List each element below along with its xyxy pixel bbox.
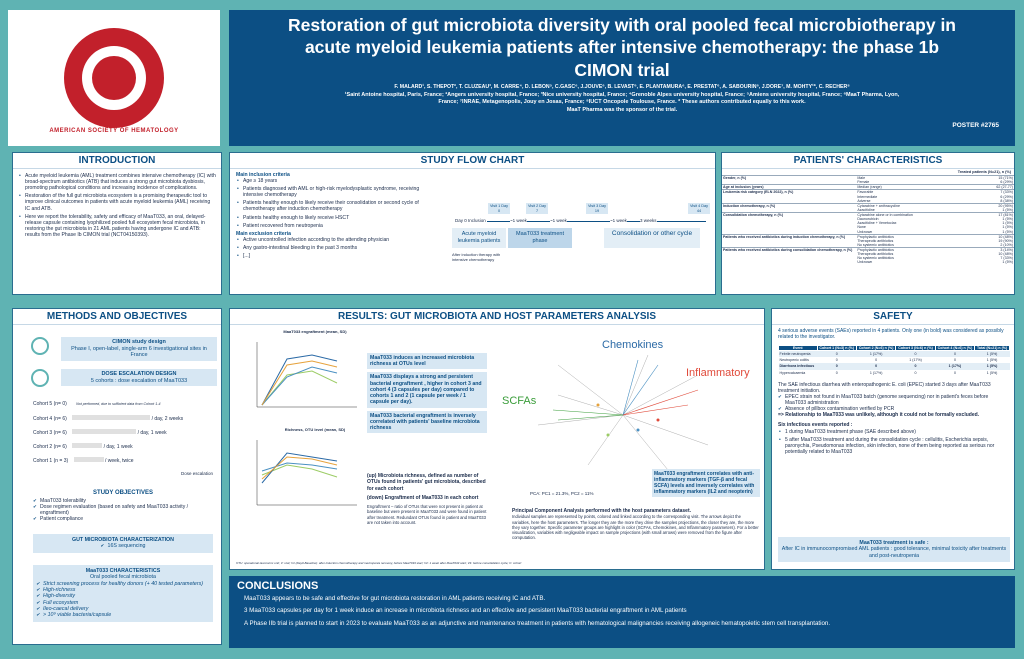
rich-cohort4	[262, 457, 337, 479]
maat-sub: Oral pooled fecal microbiota	[90, 574, 156, 581]
safety-cell: 1 (5%)	[986, 370, 998, 375]
safety-cell: 0	[875, 358, 878, 363]
infections-title: Six infectious events reported :	[778, 422, 853, 429]
timeline-step: 3 weeks	[640, 218, 657, 223]
patients-cell: Prophylactic antibiotics	[857, 248, 894, 252]
inclusion-item: • Age ≥ 18 years	[236, 178, 421, 184]
patients-cell: Consolidation chemotherapy, n (%)	[723, 213, 784, 217]
patients-cell: Median (range)	[857, 185, 882, 190]
patients-cell: Prophylactic antibiotics	[857, 234, 894, 239]
safety-cell: 1 (17%)	[909, 358, 922, 363]
safety-cell: Hypercalcaemia	[779, 370, 806, 375]
flow-note: After induction therapy with intensive chemotherapy	[452, 252, 501, 262]
safety-cell: 1 (5%)	[986, 358, 998, 363]
cohort-row: Cohort 1 (n = 3) / week, twice	[33, 458, 134, 464]
objectives-title: STUDY OBJECTIVES	[93, 490, 153, 496]
exclusion-item: • Any gastro-intestinal bleeding in the past 3 months	[236, 245, 421, 251]
intro-list	[13, 169, 221, 244]
safety-header-cell: Cohort 1 (N=3) n (%)	[817, 346, 856, 351]
pca-chart	[498, 335, 748, 485]
up-text: (up) Microbiota richness, defined as number of OTUs found in patients' gut microbiota, described for each cohort	[367, 473, 486, 492]
line-cohort1	[262, 371, 337, 405]
pca-caption: Individual samples are represented by points, colored and linked according to the corresponding visit. The arrows depict the variables, here the host parameters. The longer they are the more they drive the samples projections, the closer they are, the more they vary together. Specific parameter groups are highlight in color (SCFAs, Chemokines, and Inflammatory parameters). For a better visualization, variables with negligeable impact on sample projections (with small arrows) were removed from the figure after computation.	[512, 514, 759, 541]
infection-item: • 5 after MaaT033 treatment and during the consolidation cycle : cellulitis, Escherichia sepsis, paronychia, Pseudomonas infection, skin infection, none of them being reported as serious nor potentially related to MaaT033	[778, 437, 1008, 455]
safety-cell: 0	[835, 352, 838, 357]
inclusion-item: • Patients healthy enough to likely receive HSCT	[236, 215, 421, 221]
patients-cell: Azacitidine + Venetoclax	[857, 221, 897, 226]
safety-header-cell: Cohort 2 (N=6) n (%)	[856, 346, 895, 351]
timeline-step: ~1 week	[510, 218, 527, 223]
patients-cell: Male	[857, 176, 866, 180]
logo-panel	[8, 10, 220, 146]
safety-header-cell: Cohort 4 (N=6) n (%)	[935, 346, 974, 351]
richness-chart	[242, 435, 362, 515]
ash-logo-icon	[44, 13, 184, 143]
patients-cell: Gender, n (%)	[723, 176, 747, 180]
patients-cell: Intermediate	[857, 194, 878, 199]
patients-cell: Leukemia risk category (ELN 2022), n (%)	[723, 190, 794, 195]
safety-cell: 1 (5%)	[986, 364, 998, 369]
patients-cell: 6 (29%)	[1000, 194, 1013, 199]
patients-cell: 20 (95%)	[998, 203, 1013, 208]
methods-title: METHODS AND OBJECTIVES	[13, 309, 221, 325]
safe-box	[778, 537, 1010, 562]
patients-cell: 1 (5%)	[1002, 260, 1013, 265]
patients-cell: Unknown	[857, 229, 873, 234]
safety-cell: 1 (5%)	[986, 352, 998, 357]
inclusion-item: • Patient recovered from neutropenia	[236, 223, 421, 229]
patients-row	[722, 260, 1014, 264]
patients-cell: 3 (14%)	[1000, 248, 1013, 252]
down-text: (down) Engraftment of MaaT033 in each cohort	[367, 494, 479, 501]
dose-box	[61, 369, 217, 386]
patients-cell: Therapeutic antibiotics	[857, 252, 894, 257]
keybox-1: MaaT033 induces an increased microbiota richness at OTUs level	[367, 353, 487, 369]
safety-header-cell: Event	[779, 346, 818, 351]
design-title: CIMON study design	[112, 339, 166, 345]
pca-scfas-label: SCFAs	[502, 395, 537, 407]
safe-text: After IC in immunocompromised AML patients : good tolerance, minimal toxicity after treatments and post-neutropenia	[781, 546, 1007, 559]
safety-cell: 0	[875, 364, 878, 369]
safety-cell: 0	[914, 370, 917, 375]
engraft-def: Engraftment – ratio of OTUs that were not present in patient at baseline but were present in MaaT033 and were found in patient after treatment. Redundant OTUs found in patient and MaaT033 are not taken into account.	[367, 504, 487, 525]
patients-cell: Azacitidine	[857, 207, 875, 212]
patients-cell: 15 (71%)	[998, 176, 1013, 180]
conclusions-title: CONCLUSIONS	[237, 580, 319, 592]
epec-text: The SAE infectious diarrhea with enteropathogenic E. coli (EPEC) started 3 days after MaaT033 treatment initiation.	[778, 381, 991, 394]
patients-cell: 19 (90%)	[998, 238, 1013, 243]
patients-cell: 7 (33%)	[1000, 256, 1013, 261]
patients-cell: No systemic antibiotics	[857, 242, 894, 247]
patients-cell: Daunorubicin	[857, 217, 879, 222]
maat-item: ✔ High-richness	[36, 587, 210, 593]
safety-intro: 4 serious adverse events (SAEs) reported in 4 patients. Only one (in bold) was considered as possibly related to the investigator.	[778, 328, 1004, 340]
maat-item: ✔ Ileo-caecal delivery	[36, 606, 210, 612]
safety-cell: Neutropenic colitis	[779, 358, 809, 363]
maat-item: ✔ Full ecosystem	[36, 600, 210, 606]
patients-cell: 2 (10%)	[1000, 242, 1013, 247]
patients-cell: Cytarabine + anthracycline	[857, 203, 900, 208]
char-box	[33, 534, 213, 553]
epec-conclusion: => Relationship to MaaT033 was unlikely, although it could not be formally excluded.	[778, 412, 980, 419]
patients-cell: 1 (5%)	[1002, 207, 1013, 212]
safe-title: MaaT033 treatment is safe :	[859, 540, 929, 546]
patients-header: Treated patients (N=21), n (%)	[957, 170, 1011, 174]
maat-box	[33, 565, 213, 622]
pca-caption-title: Principal Component Analysis performed with the host parameters dataset.	[512, 508, 692, 514]
objective-item: ✔ MaaT033 tolerability	[33, 498, 213, 504]
patients-cell: Patients who received antibiotics during induction chemotherapy, n (%)	[723, 234, 846, 239]
intro-title: INTRODUCTION	[13, 153, 221, 169]
patients-cell: 1 (5%)	[1002, 217, 1013, 222]
safety-header-cell: Total (N=21) n (%)	[975, 346, 1010, 351]
timeline-step: ~1 week	[610, 218, 627, 223]
logo-text: AMERICAN SOCIETY OF HEMATOLOGY	[49, 128, 179, 134]
engraftment-chart	[242, 337, 362, 417]
poster-title: Restoration of gut microbiota diversity with oral pooled fecal microbiotherapy in acute myeloid leukemia patients after intensive chemotherapy: the phase 1b CIMON trial	[287, 15, 956, 80]
safety-cell: 1 (17%)	[869, 352, 883, 357]
cohort-list	[33, 401, 213, 476]
safety-cell: 1 (17%)	[948, 364, 962, 369]
intro-item: • Here we report the tolerability, safety and efficacy of MaaT033, an oral, delayed-release capsule containing lyophilized pooled full ecosystem fecal microbiota, in restoring the gut microbiota in 21 AML patients having undergone IC and ATB: results from the Phase Ib CIMON trial (NCT04150393).	[18, 214, 216, 238]
visit-1: Visit 1 Day 0	[489, 204, 509, 213]
char-item: ✔ 16S sequencing	[101, 543, 146, 549]
results-title: RESULTS: GUT MICROBIOTA AND HOST PARAMETERS ANALYSIS	[230, 309, 764, 325]
conclusion-item: • A Phase IIb trial is planned to start in 2023 to evaluate MaaT033 as an adjunctive and maintenance treatment in patients with hematological malignancies receiving allogeneic hematopoietic stem cell transplantation.	[237, 620, 1007, 627]
patients-cell: 1 (5%)	[1002, 225, 1013, 230]
safety-cell: 0	[914, 364, 917, 369]
exclusion-title: Main exclusion criteria	[236, 230, 291, 237]
patients-cell: 7 (33%)	[1000, 190, 1013, 195]
dose-escalation-label: Dose escalation	[180, 471, 213, 476]
patients-cell: Patients who received antibiotics during consolidation chemotherapy, n (%)	[723, 248, 853, 252]
patients-cell: Age at inclusion (years)	[723, 185, 764, 190]
objectives-list	[33, 498, 213, 522]
pca-box: MaaT033 engraftment correlates with anti-inflammatory markers (TGF-β and fecal SCFA) levels and inversely correlates with inflammatory markers (IL2 and neopterin)	[652, 469, 760, 497]
poster-number: POSTER #2765	[952, 122, 999, 129]
patients-cell: 10 (48%)	[998, 234, 1013, 239]
results-panel	[229, 308, 765, 570]
safety-row	[779, 351, 1010, 358]
cohort-row: Cohort 5 (n= 0) Not performed, due to sufficient data from Cohort 1-4	[33, 401, 161, 407]
cohort-row: Cohort 3 (n= 6) / day, 1 week	[33, 430, 167, 436]
char-title: GUT MICROBIOTA CHARACTERIZATION	[71, 537, 174, 543]
line-cohort4	[262, 361, 337, 405]
safety-table	[778, 345, 1010, 376]
dose-text: 5 cohorts : dose escalation of MaaT033	[90, 377, 188, 384]
objective-item: ✔ Patient compliance	[33, 516, 213, 522]
dose-title: DOSE ESCALATION DESIGN	[101, 371, 177, 377]
inclusion-title: Main inclusion criteria	[236, 172, 290, 178]
safety-cell: 0	[835, 370, 838, 375]
safety-row	[779, 370, 1010, 376]
patients-cell	[722, 260, 856, 264]
visit-2: Visit 2 Day 7	[527, 204, 547, 213]
patients-cell: Induction chemotherapy, n (%)	[723, 203, 776, 208]
intro-item: • Acute myeloid leukemia (AML) treatment combines intensive chemotherapy (IC) with broad-spectrum antibiotics (ATB) that induces a strong gut microbiota dysbiosis, promoting pathological conditions and increasing incidence of complications.	[18, 173, 216, 191]
flow-panel	[229, 152, 716, 295]
patients-cell: 1 (5%)	[1002, 221, 1013, 226]
conclusion-item: • MaaT033 appears to be safe and effective for gut microbiota restoration in AML patients receiving IC and ATB.	[237, 595, 1007, 602]
patients-cell: Unknown	[857, 260, 873, 265]
patients-cell: Therapeutic antibiotics	[857, 238, 894, 243]
patients-cell: Female	[857, 180, 870, 185]
cohort-row: Cohort 4 (n= 6) / day, 2 weeks	[33, 416, 184, 422]
visit-3: Visit 3 Day 19	[587, 204, 607, 213]
patients-cell: 6 (29%)	[1000, 180, 1013, 185]
safety-cell: 1 (17%)	[869, 370, 883, 375]
safety-panel	[771, 308, 1015, 570]
safety-cell: 0	[835, 364, 838, 369]
safety-header-cell: Cohort 3 (N=6) n (%)	[896, 346, 935, 351]
patients-cell: 8 (38%)	[1000, 198, 1013, 203]
safety-cell: 0	[953, 370, 956, 375]
keybox-3: MaaT033 bacterial engraftment is inversely correlated with patients' baseline microbiota richness	[367, 411, 487, 434]
methods-panel	[12, 308, 222, 645]
infection-item: • 1 during MaaT033 treatment phase (SAE described above)	[778, 429, 1008, 435]
intro-panel	[12, 152, 222, 295]
maat-title: MaaT033 CHARACTERISTICS	[85, 568, 161, 574]
inclusion-item: • Patients healthy enough to likely receive their consolidation or second cycle of chemotherapy after induction chemotherapy	[236, 200, 421, 212]
chart1-title: MaaT033 engraftment (mean, SD)	[283, 329, 347, 334]
inclusion-item: • Patients diagnosed with AML or high-risk myelodysplastic syndrome, receiving intensive chemotherapy	[236, 186, 421, 198]
timeline-step: ~1 week	[550, 218, 567, 223]
conclusions-panel	[229, 576, 1015, 648]
maat-item: ✔ > 10⁹ viable bacteria/capsule	[36, 612, 210, 618]
patients-title: PATIENTS' CHARACTERISTICS	[722, 153, 1014, 169]
exclusion-item: • Active uncontrolled infection according to the attending physician	[236, 237, 421, 243]
flow-title: STUDY FLOW CHART	[230, 153, 715, 169]
conclusion-item: • 3 MaaT033 capsules per day for 1 week induce an increase in microbiota richness and an effective and persistent MaaT033 bacterial engraftment in AML patients	[237, 607, 1007, 614]
timeline-day0: Day 0 Inclusion	[455, 218, 486, 223]
maat-item: ✔ High-diversity	[36, 593, 210, 599]
patients-cell: 1 (5%)	[1002, 229, 1013, 234]
header-panel	[229, 10, 1015, 146]
patients-table	[722, 175, 1014, 265]
objective-item: ✔ Dose regimen evaluation (based on safety and MaaT033 activity / engraftment)	[33, 504, 213, 516]
safety-cell: 0	[953, 358, 956, 363]
maat-item: ✔ Strict screening process for healthy donors (+ 40 tested parameters)	[36, 581, 210, 587]
safety-cell: Febrile neutropenia	[779, 352, 811, 357]
patients-cell: Adverse	[857, 198, 871, 203]
safety-title: SAFETY	[772, 309, 1014, 325]
phase-treatment: MaaT033 treatment phase	[508, 228, 572, 248]
sponsor: MaaT Pharma was the sponsor of the trial.	[566, 107, 678, 114]
safety-cell: 0	[953, 352, 956, 357]
chart2-title: Richness, OTU level (mean, SD)	[284, 427, 346, 432]
design-box	[61, 337, 217, 361]
epec-item: ✔ EPEC strain not found in MaaT033 batch (genome sequencing) nor in patient's feces before MaaT033 administration	[778, 394, 1008, 406]
results-keybox	[367, 353, 487, 433]
intro-item: • Restoration of the full gut microbiota ecosystem is a promising therapeutic tool to improve clinical outcomes in patients with acute myeloid leukemia (AML) receiving IC and ATB.	[18, 193, 216, 211]
cohort-row: Cohort 2 (n= 6) / day, 1 week	[33, 444, 133, 450]
patients-cell: Cytarabine alone or in combination	[857, 213, 913, 217]
patients-cell: Favorable	[857, 190, 874, 195]
conclusions-list	[229, 595, 1015, 627]
affiliations: ¹Saint Antoine hospital, Paris, France; ²Angers university hospital, France; ³Nice university hospital, France; ⁴Grenoble Alpes university hospital, France; ⁵Amiens university hospital, France; ⁶MaaT Pharma, Lyon, France; ⁷INRAE, Metagenopolis, Jouy en Josas, France; ⁸IUCT Oncopole Toulouse, France. * These authors contributed equally to this work.	[344, 92, 900, 106]
phase-aml: Acute myeloid leukemia patients	[452, 228, 506, 248]
epec-item: ✔ Absence of pillbox contamination verified by PCR	[778, 406, 1008, 412]
patients-panel	[721, 152, 1015, 295]
patients-cell: None	[857, 225, 866, 230]
pca-axis: PCA: PC1 = 21.3%, PC2 = 11%	[530, 491, 594, 496]
keybox-2: MaaT033 displays a strong and persistent bacterial engraftment , higher in cohort 3 and cohort 4 (3 capsules per day) compared to cohorts 1 and 2 (1 capsule per week / 1 capsule per day).	[367, 372, 487, 407]
pca-chemokines-label: Chemokines	[602, 339, 664, 351]
dose-icon	[31, 369, 49, 387]
exclusion-item: • [...]	[236, 253, 421, 259]
patients-cell: 17 (81%)	[998, 213, 1013, 217]
safety-cell: 0	[835, 358, 838, 363]
authors: F. MALARD¹, S. THEPOT², T. CLUZEAU³, M. CARRE⁴, D. LEBON⁵, C.GASC⁶, J.JOUVE⁶, B. LEVAST⁶, E. PLANTAMURA⁶, E. PRESTAT⁶, A. SABOURIN⁶, J.DORE⁷, M. MOHTY¹*, C. RECHER⁸	[394, 84, 850, 91]
patients-cell: 62 (27-77)	[996, 185, 1013, 190]
safety-cell: 0	[914, 352, 917, 357]
phase-consolidation: Consolidation or other cycle	[604, 228, 700, 248]
pca-inflammatory-label: Inflammatory	[686, 367, 750, 379]
safety-cell: Diarrhoea infectious	[779, 364, 815, 369]
patients-cell: 10 (48%)	[998, 252, 1013, 257]
timeline-line	[466, 221, 706, 222]
design-text: Phase I, open-label, single-arm 6 investigational sites in France	[71, 345, 207, 359]
patients-cell: No systemic antibiotics	[857, 256, 894, 261]
visit-4: Visit 4 Day 44	[689, 204, 709, 213]
design-icon	[31, 337, 49, 355]
results-footnote: OTU: operational taxonomic unit; V: visit; V1 (Day0-Baseline): after induction chemotherapy and neutropenia recovery, before MaaT033 start; V2: 1 week after MaaT033 start; V4: before consolidation cycle; C: cohort	[236, 561, 522, 565]
